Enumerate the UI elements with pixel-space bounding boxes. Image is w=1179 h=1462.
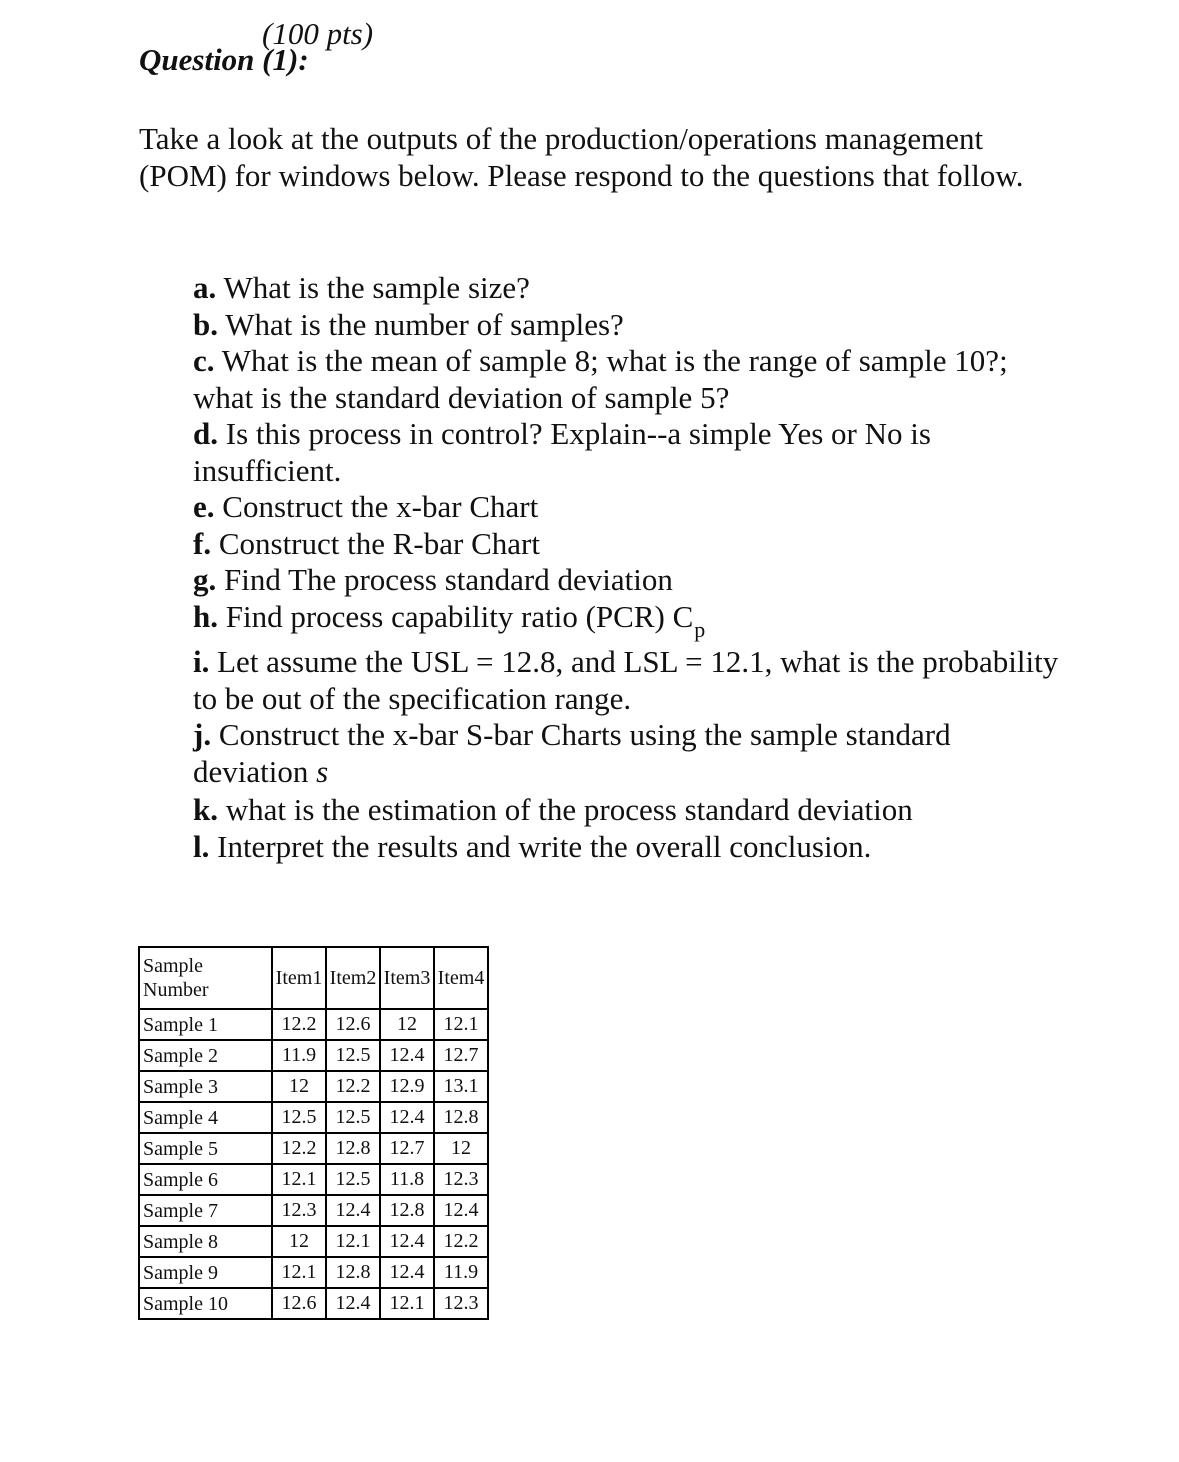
sample-label-cell: Sample 3 <box>139 1071 272 1102</box>
question-title: Question (1): <box>139 42 309 77</box>
header-item3: Item3 <box>380 947 434 1009</box>
item-value-cell: 12.4 <box>380 1040 434 1071</box>
item-value-cell: 12.8 <box>434 1102 488 1133</box>
header-item2: Item2 <box>326 947 380 1009</box>
item-value-cell: 13.1 <box>434 1071 488 1102</box>
item-value-cell: 12 <box>272 1226 326 1257</box>
table-row <box>139 1102 488 1133</box>
question-c: c. What is the mean of sample 8; what is the range of sample 10?; what is the standard deviation of sample 5? <box>193 343 1008 415</box>
sample-label-cell: Sample 4 <box>139 1102 272 1133</box>
item-value-cell: 12 <box>380 1009 434 1040</box>
item-value-cell: 12.2 <box>272 1009 326 1040</box>
item-value-cell: 12.4 <box>326 1195 380 1226</box>
sample-label-cell: Sample 5 <box>139 1133 272 1164</box>
item-value-cell: 12.8 <box>326 1133 380 1164</box>
question-a: a. What is the sample size? <box>193 270 530 305</box>
sample-label-cell: Sample 10 <box>139 1288 272 1319</box>
question-i: i. Let assume the USL = 12.8, and LSL = 12.1, what is the probability to be out of the specification range. <box>193 644 1059 716</box>
table-row <box>139 1195 488 1226</box>
item-value-cell: 12.3 <box>272 1195 326 1226</box>
item-value-cell: 12.5 <box>326 1102 380 1133</box>
sample-label-cell: Sample 6 <box>139 1164 272 1195</box>
item-value-cell: 12.2 <box>272 1133 326 1164</box>
item-value-cell: 12 <box>272 1071 326 1102</box>
item-value-cell: 12.4 <box>434 1195 488 1226</box>
table-row <box>139 1009 488 1040</box>
question-j: j. Construct the x-bar S-bar Charts using the sample standard deviation s <box>193 717 951 789</box>
item-value-cell: 12 <box>434 1133 488 1164</box>
item-value-cell: 12.1 <box>272 1164 326 1195</box>
table-row <box>139 1071 488 1102</box>
question-g: g. Find The process standard deviation <box>193 562 673 597</box>
item-value-cell: 12.7 <box>434 1040 488 1071</box>
item-value-cell: 12.3 <box>434 1288 488 1319</box>
item-value-cell: 11.8 <box>380 1164 434 1195</box>
sample-label-cell: Sample 8 <box>139 1226 272 1257</box>
item-value-cell: 12.8 <box>326 1257 380 1288</box>
item-value-cell: 12.1 <box>434 1009 488 1040</box>
sample-label-cell: Sample 2 <box>139 1040 272 1071</box>
question-d: d. Is this process in control? Explain--a simple Yes or No is insufficient. <box>193 416 931 488</box>
item-value-cell: 11.9 <box>272 1040 326 1071</box>
table-row <box>139 1257 488 1288</box>
sample-data-table <box>138 946 489 1320</box>
item-value-cell: 12.5 <box>326 1164 380 1195</box>
item-value-cell: 12.4 <box>380 1102 434 1133</box>
item-value-cell: 12.1 <box>326 1226 380 1257</box>
table-row <box>139 1164 488 1195</box>
sample-label-cell: Sample 7 <box>139 1195 272 1226</box>
item-value-cell: 12.9 <box>380 1071 434 1102</box>
item-value-cell: 12.5 <box>326 1040 380 1071</box>
item-value-cell: 11.9 <box>434 1257 488 1288</box>
table-row <box>139 1040 488 1071</box>
item-value-cell: 12.5 <box>272 1102 326 1133</box>
item-value-cell: 12.4 <box>380 1226 434 1257</box>
points-label: (100 pts) <box>262 16 374 51</box>
sample-label-cell: Sample 9 <box>139 1257 272 1288</box>
item-value-cell: 12.3 <box>434 1164 488 1195</box>
question-h: h. Find process capability ratio (PCR) $C_p$ <box>193 598 706 642</box>
header-item4: Item4 <box>434 947 488 1009</box>
item-value-cell: 12.1 <box>380 1288 434 1319</box>
header-item1: Item1 <box>272 947 326 1009</box>
table-row <box>139 1226 488 1257</box>
item-value-cell: 12.2 <box>434 1226 488 1257</box>
question-list <box>193 270 1073 865</box>
question-b: b. What is the number of samples? <box>193 306 624 342</box>
item-value-cell: 12.4 <box>380 1257 434 1288</box>
item-value-cell: 12.1 <box>272 1257 326 1288</box>
question-k: k. what is the estimation of the process standard deviation <box>193 792 913 827</box>
item-value-cell: 12.7 <box>380 1133 434 1164</box>
item-value-cell: 12.6 <box>272 1288 326 1319</box>
item-value-cell: 12.6 <box>326 1009 380 1040</box>
item-value-cell: 12.8 <box>380 1195 434 1226</box>
table-header-row <box>139 947 488 1009</box>
intro-paragraph: Take a look at the outputs of the production/operations management (POM) for windows below. Please respond to the questions that follow. <box>139 121 1024 193</box>
item-value-cell: 12.4 <box>326 1288 380 1319</box>
header-sample-number: Sample Number <box>139 947 272 1009</box>
question-f: f. Construct the R-bar Chart <box>193 525 540 561</box>
sample-label-cell: Sample 1 <box>139 1009 272 1040</box>
item-value-cell: 12.2 <box>326 1071 380 1102</box>
question-l: l. Interpret the results and write the overall conclusion. <box>193 828 872 864</box>
question-e: e. Construct the x-bar Chart <box>193 489 539 524</box>
table-row <box>139 1288 488 1319</box>
table-row <box>139 1133 488 1164</box>
